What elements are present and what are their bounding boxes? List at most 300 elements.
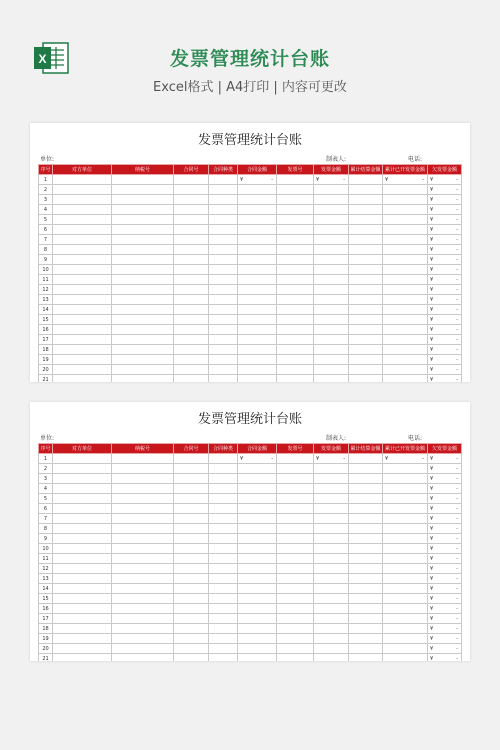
table-cell <box>209 614 238 624</box>
table-row <box>39 255 462 265</box>
table-cell <box>112 484 174 494</box>
money-cell: ¥ - <box>314 175 349 185</box>
table-cell <box>314 295 349 305</box>
row-number: 18 <box>39 624 53 634</box>
money-cell: ¥ - <box>428 285 462 295</box>
table-cell <box>277 604 314 614</box>
table-cell <box>314 185 349 195</box>
table-cell <box>53 245 112 255</box>
table-row <box>39 584 462 594</box>
money-cell: ¥ - <box>428 235 462 245</box>
table-row <box>39 484 462 494</box>
table-cell <box>314 494 349 504</box>
table-cell <box>112 454 174 464</box>
table-cell <box>238 245 277 255</box>
table-cell <box>174 604 209 614</box>
table-row <box>39 574 462 584</box>
table-cell <box>349 355 383 365</box>
table-row <box>39 534 462 544</box>
table-row <box>39 305 462 315</box>
table-cell <box>383 604 428 614</box>
money-cell: ¥ - <box>428 245 462 255</box>
row-number: 8 <box>39 524 53 534</box>
table-cell <box>383 195 428 205</box>
table-cell <box>314 594 349 604</box>
table-cell <box>314 325 349 335</box>
table-cell <box>277 534 314 544</box>
row-number: 21 <box>39 375 53 383</box>
table-cell <box>112 494 174 504</box>
table-cell <box>277 634 314 644</box>
table-cell <box>277 654 314 662</box>
table-cell <box>209 365 238 375</box>
table-cell <box>174 315 209 325</box>
table-cell <box>277 574 314 584</box>
table-cell <box>277 524 314 534</box>
column-header: 对方单位 <box>53 444 112 454</box>
table-cell <box>174 325 209 335</box>
table-cell <box>314 255 349 265</box>
row-number: 6 <box>39 225 53 235</box>
money-cell: ¥ - <box>428 574 462 584</box>
row-number: 12 <box>39 564 53 574</box>
table-cell <box>112 594 174 604</box>
maker-label: 制表人: <box>326 156 347 163</box>
table-row <box>39 544 462 554</box>
table-cell <box>349 185 383 195</box>
money-cell: ¥ - <box>428 275 462 285</box>
sheet-title: 发票管理统计台账 <box>197 412 302 427</box>
table-cell <box>174 554 209 564</box>
row-number: 16 <box>39 325 53 335</box>
column-header: 累计结算金额 <box>349 165 383 175</box>
table-cell <box>349 594 383 604</box>
money-cell: ¥ - <box>428 295 462 305</box>
table-cell <box>174 195 209 205</box>
row-number: 19 <box>39 355 53 365</box>
column-header: 欠发票金额 <box>428 165 462 175</box>
row-number: 10 <box>39 544 53 554</box>
money-cell: ¥ - <box>428 524 462 534</box>
money-cell: ¥ - <box>428 225 462 235</box>
table-cell <box>349 614 383 624</box>
table-cell <box>383 245 428 255</box>
table-cell <box>238 584 277 594</box>
table-cell <box>314 235 349 245</box>
table-row <box>39 474 462 484</box>
table-cell <box>349 335 383 345</box>
table-cell <box>238 514 277 524</box>
table-row <box>39 355 462 365</box>
table-cell <box>314 215 349 225</box>
table-row <box>39 335 462 345</box>
money-cell: ¥ - <box>428 494 462 504</box>
table-cell <box>174 654 209 662</box>
table-cell <box>277 245 314 255</box>
table-cell <box>314 355 349 365</box>
money-cell: ¥ - <box>428 464 462 474</box>
table-cell <box>112 544 174 554</box>
table-cell <box>314 644 349 654</box>
table-row <box>39 644 462 654</box>
table-cell <box>112 464 174 474</box>
money-cell: ¥ - <box>428 195 462 205</box>
maker-label: 制表人: <box>326 435 347 442</box>
table-cell <box>383 225 428 235</box>
table-cell <box>53 644 112 654</box>
table-cell <box>349 644 383 654</box>
table-cell <box>238 494 277 504</box>
column-header: 合同金额 <box>238 444 277 454</box>
table-cell <box>314 524 349 534</box>
row-number: 7 <box>39 514 53 524</box>
money-cell: ¥ - <box>428 365 462 375</box>
table-cell <box>383 644 428 654</box>
page-header <box>0 0 500 110</box>
money-cell: ¥ - <box>428 185 462 195</box>
table-cell <box>209 544 238 554</box>
table-cell <box>383 594 428 604</box>
table-cell <box>277 225 314 235</box>
table-cell <box>112 564 174 574</box>
table-cell <box>349 484 383 494</box>
column-header: 合同种类 <box>209 165 238 175</box>
table-cell <box>349 235 383 245</box>
table-cell <box>383 484 428 494</box>
table-row <box>39 225 462 235</box>
table-cell <box>53 305 112 315</box>
table-cell <box>174 305 209 315</box>
table-cell <box>314 584 349 594</box>
column-header: 合同金额 <box>238 165 277 175</box>
table-cell <box>238 564 277 574</box>
table-cell <box>53 345 112 355</box>
table-cell <box>112 325 174 335</box>
column-header: 累计已开发票金额 <box>383 165 428 175</box>
table-cell <box>112 574 174 584</box>
table-cell <box>383 315 428 325</box>
table-cell <box>277 454 314 464</box>
table-cell <box>209 375 238 383</box>
table-cell <box>238 484 277 494</box>
money-cell: ¥ - <box>428 474 462 484</box>
table-cell <box>53 534 112 544</box>
table-cell <box>349 245 383 255</box>
table-row <box>39 275 462 285</box>
table-cell <box>238 624 277 634</box>
table-cell <box>349 175 383 185</box>
table-cell <box>383 205 428 215</box>
table-cell <box>174 514 209 524</box>
table-cell <box>349 534 383 544</box>
table-cell <box>277 315 314 325</box>
table-cell <box>112 365 174 375</box>
table-cell <box>277 195 314 205</box>
table-cell <box>314 614 349 624</box>
table-cell <box>53 464 112 474</box>
table-cell <box>209 215 238 225</box>
table-cell <box>209 195 238 205</box>
money-cell: ¥ - <box>428 454 462 464</box>
table-cell <box>53 584 112 594</box>
table-cell <box>53 175 112 185</box>
row-number: 8 <box>39 245 53 255</box>
row-number: 15 <box>39 594 53 604</box>
row-number: 10 <box>39 265 53 275</box>
phone-label: 电话: <box>408 435 423 442</box>
table-cell <box>53 235 112 245</box>
row-number: 4 <box>39 205 53 215</box>
table-cell <box>209 504 238 514</box>
table-cell <box>53 554 112 564</box>
table-row <box>39 205 462 215</box>
table-cell <box>174 245 209 255</box>
ledger-body <box>39 454 462 662</box>
table-cell <box>314 574 349 584</box>
table-cell <box>383 355 428 365</box>
table-cell <box>53 215 112 225</box>
table-cell <box>349 544 383 554</box>
row-number: 9 <box>39 255 53 265</box>
table-cell <box>53 285 112 295</box>
table-cell <box>209 345 238 355</box>
table-cell <box>349 225 383 235</box>
table-cell <box>238 524 277 534</box>
money-cell: ¥ - <box>428 554 462 564</box>
table-cell <box>383 285 428 295</box>
table-cell <box>383 295 428 305</box>
table-cell <box>277 345 314 355</box>
table-cell <box>174 175 209 185</box>
table-cell <box>174 564 209 574</box>
table-cell <box>383 624 428 634</box>
table-cell <box>383 325 428 335</box>
table-cell <box>209 554 238 564</box>
page-subtitle: Excel格式 | A4打印 | 内容可更改 <box>153 80 347 95</box>
money-cell: ¥ - <box>428 534 462 544</box>
table-cell <box>277 335 314 345</box>
table-cell <box>314 305 349 315</box>
table-cell <box>209 285 238 295</box>
table-cell <box>349 464 383 474</box>
row-number: 11 <box>39 554 53 564</box>
table-cell <box>383 265 428 275</box>
sheet-preview-2 <box>30 402 470 661</box>
table-cell <box>112 624 174 634</box>
table-row <box>39 604 462 614</box>
table-cell <box>53 494 112 504</box>
table-cell <box>314 365 349 375</box>
row-number: 2 <box>39 185 53 195</box>
table-cell <box>174 584 209 594</box>
table-cell <box>349 554 383 564</box>
table-cell <box>238 355 277 365</box>
column-header: 发票号 <box>277 165 314 175</box>
table-cell <box>174 265 209 275</box>
table-cell <box>383 464 428 474</box>
table-cell <box>314 474 349 484</box>
table-row <box>39 514 462 524</box>
table-cell <box>314 345 349 355</box>
table-cell <box>53 335 112 345</box>
table-cell <box>174 215 209 225</box>
money-cell: ¥ - <box>383 175 428 185</box>
table-cell <box>383 275 428 285</box>
money-cell: ¥ - <box>428 624 462 634</box>
table-row <box>39 654 462 662</box>
header-row <box>39 444 462 454</box>
table-cell <box>112 614 174 624</box>
table-cell <box>277 325 314 335</box>
table-cell <box>112 305 174 315</box>
column-header: 累计结算金额 <box>349 444 383 454</box>
table-cell <box>383 215 428 225</box>
table-cell <box>112 524 174 534</box>
table-cell <box>383 554 428 564</box>
table-cell <box>209 534 238 544</box>
table-cell <box>314 275 349 285</box>
table-cell <box>174 255 209 265</box>
table-cell <box>53 375 112 383</box>
table-cell <box>174 285 209 295</box>
table-cell <box>112 345 174 355</box>
table-cell <box>238 265 277 275</box>
table-row <box>39 564 462 574</box>
table-row <box>39 524 462 534</box>
sheet-preview-1 <box>30 123 470 382</box>
table-cell <box>349 494 383 504</box>
table-cell <box>112 285 174 295</box>
unit-label: 单位: <box>40 156 55 163</box>
table-cell <box>209 355 238 365</box>
money-cell: ¥ - <box>428 514 462 524</box>
money-cell: ¥ - <box>238 175 277 185</box>
table-cell <box>238 325 277 335</box>
money-cell: ¥ - <box>314 454 349 464</box>
table-cell <box>238 255 277 265</box>
table-cell <box>174 574 209 584</box>
table-cell <box>277 614 314 624</box>
table-cell <box>349 584 383 594</box>
column-header: 发票号 <box>277 444 314 454</box>
table-cell <box>174 524 209 534</box>
table-cell <box>383 544 428 554</box>
table-cell <box>53 474 112 484</box>
table-cell <box>209 574 238 584</box>
table-cell <box>238 305 277 315</box>
row-number: 18 <box>39 345 53 355</box>
table-cell <box>53 514 112 524</box>
money-cell: ¥ - <box>428 564 462 574</box>
table-cell <box>174 484 209 494</box>
table-cell <box>53 185 112 195</box>
table-cell <box>383 584 428 594</box>
table-cell <box>349 255 383 265</box>
table-cell <box>238 315 277 325</box>
table-cell <box>53 484 112 494</box>
table-cell <box>112 554 174 564</box>
table-cell <box>277 365 314 375</box>
column-header: 序号 <box>39 165 53 175</box>
table-cell <box>349 295 383 305</box>
table-cell <box>174 614 209 624</box>
table-cell <box>238 574 277 584</box>
table-cell <box>277 205 314 215</box>
row-number: 7 <box>39 235 53 245</box>
row-number: 20 <box>39 644 53 654</box>
table-cell <box>112 235 174 245</box>
table-cell <box>112 265 174 275</box>
table-cell <box>209 634 238 644</box>
table-cell <box>277 305 314 315</box>
row-number: 1 <box>39 175 53 185</box>
table-cell <box>53 355 112 365</box>
table-row <box>39 295 462 305</box>
table-cell <box>112 375 174 383</box>
table-cell <box>314 624 349 634</box>
table-row <box>39 554 462 564</box>
table-cell <box>383 504 428 514</box>
table-cell <box>383 185 428 195</box>
table-cell <box>53 295 112 305</box>
table-cell <box>209 255 238 265</box>
table-cell <box>238 654 277 662</box>
table-cell <box>112 335 174 345</box>
table-cell <box>314 504 349 514</box>
table-row <box>39 594 462 604</box>
money-cell: ¥ - <box>428 175 462 185</box>
table-cell <box>277 474 314 484</box>
table-cell <box>238 235 277 245</box>
column-header: 纳税号 <box>112 165 174 175</box>
table-cell <box>112 275 174 285</box>
table-cell <box>53 225 112 235</box>
table-cell <box>349 305 383 315</box>
table-cell <box>349 275 383 285</box>
money-cell: ¥ - <box>428 644 462 654</box>
table-cell <box>314 464 349 474</box>
money-cell: ¥ - <box>428 604 462 614</box>
table-cell <box>349 195 383 205</box>
table-cell <box>238 195 277 205</box>
column-header: 发票金额 <box>314 444 349 454</box>
table-cell <box>174 345 209 355</box>
table-cell <box>277 494 314 504</box>
table-cell <box>314 604 349 614</box>
money-cell: ¥ - <box>428 325 462 335</box>
table-cell <box>314 315 349 325</box>
table-cell <box>349 504 383 514</box>
table-cell <box>277 514 314 524</box>
row-number: 15 <box>39 315 53 325</box>
money-cell: ¥ - <box>428 335 462 345</box>
table-cell <box>209 265 238 275</box>
table-cell <box>349 634 383 644</box>
table-cell <box>53 654 112 662</box>
column-header: 合同号 <box>174 165 209 175</box>
table-cell <box>277 504 314 514</box>
money-cell: ¥ - <box>428 504 462 514</box>
table-cell <box>209 335 238 345</box>
table-cell <box>383 514 428 524</box>
table-cell <box>238 594 277 604</box>
table-cell <box>238 504 277 514</box>
table-cell <box>314 225 349 235</box>
table-cell <box>53 544 112 554</box>
table-cell <box>349 624 383 634</box>
table-cell <box>174 644 209 654</box>
table-cell <box>53 604 112 614</box>
